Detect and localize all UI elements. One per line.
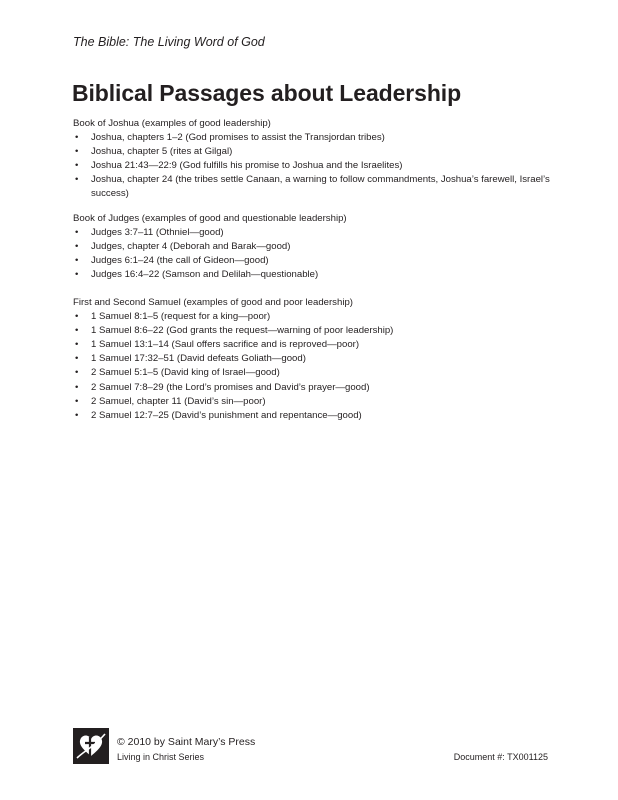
list-item bbox=[73, 173, 553, 201]
list-item bbox=[73, 159, 553, 173]
bullet-icon: • bbox=[75, 353, 79, 365]
section-samuel bbox=[73, 296, 553, 423]
passage-text: 2 Samuel 5:1–5 (David king of Israel—good) bbox=[91, 367, 280, 379]
passage-text: Judges 16:4–22 (Samson and Delilah—questionable) bbox=[91, 269, 319, 281]
passage-text: Judges 6:1–24 (the call of Gideon—good) bbox=[91, 255, 269, 267]
passage-text: 1 Samuel 8:6–22 (God grants the request—warning of poor leadership) bbox=[91, 325, 394, 337]
list-item bbox=[73, 366, 553, 380]
bullet-icon: • bbox=[75, 339, 79, 351]
bullet-icon: • bbox=[75, 241, 79, 253]
passage-list bbox=[73, 131, 553, 201]
passage-text: 2 Samuel, chapter 11 (David’s sin—poor) bbox=[91, 395, 266, 407]
list-item bbox=[73, 310, 553, 324]
bullet-icon: • bbox=[75, 160, 79, 172]
section-heading: First and Second Samuel (examples of good and poor leadership) bbox=[73, 297, 353, 308]
page-title: Biblical Passages about Leadership bbox=[72, 80, 462, 106]
document-number: Document #: TX001125 bbox=[453, 752, 548, 762]
list-item bbox=[73, 240, 553, 254]
list-item bbox=[73, 324, 553, 338]
bullet-icon: • bbox=[75, 227, 79, 239]
passage-text: 1 Samuel 8:1–5 (request for a king—poor) bbox=[91, 311, 271, 323]
logo-graphic bbox=[73, 728, 109, 764]
list-item bbox=[73, 226, 553, 240]
section-heading: Book of Judges (examples of good and questionable leadership) bbox=[73, 213, 347, 224]
bullet-icon: • bbox=[75, 146, 79, 158]
passage-list bbox=[73, 310, 553, 423]
passage-text: 2 Samuel 7:8–29 (the Lord’s promises and David’s prayer—good) bbox=[91, 381, 370, 393]
bullet-icon: • bbox=[75, 174, 79, 186]
list-item bbox=[73, 381, 553, 395]
passage-text: Judges, chapter 4 (Deborah and Barak—good) bbox=[91, 241, 291, 253]
list-item bbox=[73, 131, 553, 145]
section-heading: Book of Joshua (examples of good leadership) bbox=[73, 118, 271, 129]
passage-text: 2 Samuel 12:7–25 (David’s punishment and repentance—good) bbox=[91, 409, 362, 421]
passage-text: 1 Samuel 13:1–14 (Saul offers sacrifice and is reproved—poor) bbox=[91, 339, 360, 351]
bullet-icon: • bbox=[75, 269, 79, 281]
list-item bbox=[73, 268, 553, 282]
bullet-icon: • bbox=[75, 132, 79, 144]
bullet-icon: • bbox=[75, 381, 79, 393]
series-name: Living in Christ Series bbox=[117, 752, 205, 762]
saint-marys-press-logo-icon bbox=[73, 728, 109, 764]
bullet-icon: • bbox=[75, 255, 79, 267]
passage-text: Joshua, chapters 1–2 (God promises to assist the Transjordan tribes) bbox=[91, 132, 385, 144]
bullet-icon: • bbox=[75, 325, 79, 337]
list-item bbox=[73, 254, 553, 268]
section-judges bbox=[73, 212, 553, 282]
passage-text: Joshua, chapter 24 (the tribes settle Canaan, a warning to follow commandments, Joshua’s farewell, Israel’s success) bbox=[91, 174, 550, 200]
bullet-icon: • bbox=[75, 367, 79, 379]
passage-text: 1 Samuel 17:32–51 (David defeats Goliath—good) bbox=[91, 353, 306, 365]
passage-list bbox=[73, 226, 553, 282]
list-item bbox=[73, 145, 553, 159]
list-item bbox=[73, 338, 553, 352]
list-item bbox=[73, 409, 553, 423]
series-header: The Bible: The Living Word of God bbox=[73, 35, 265, 49]
passage-text: Joshua 21:43—22:9 (God fulfills his promise to Joshua and the Israelites) bbox=[91, 160, 403, 172]
list-item bbox=[73, 395, 553, 409]
passage-text: Joshua, chapter 5 (rites at Gilgal) bbox=[91, 146, 233, 158]
passage-text: Judges 3:7–11 (Othniel—good) bbox=[91, 227, 224, 239]
bullet-icon: • bbox=[75, 311, 79, 323]
copyright-text: © 2010 by Saint Mary’s Press bbox=[117, 736, 256, 748]
bullet-icon: • bbox=[75, 409, 79, 421]
section-joshua bbox=[73, 117, 553, 202]
bullet-icon: • bbox=[75, 395, 79, 407]
list-item bbox=[73, 352, 553, 366]
